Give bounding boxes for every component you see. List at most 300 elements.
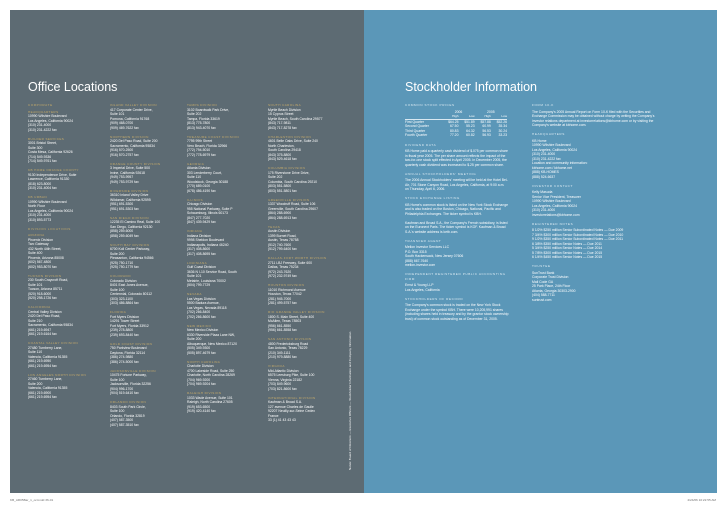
office-address-line: 15 Cyprus Street [268,112,294,116]
info-block [405,272,509,292]
office-name: INTERNATIONAL DIVISION [268,395,316,400]
office-address-line: Woodstock, Georgia 30188 [187,179,229,184]
office-address-line: 230 South Craycroft Road, [28,278,69,282]
office-address-line: (661) 219-6947 [28,327,52,332]
office-address-line: 7795 99th Street [187,139,213,143]
office-address-line: (310) 231-4000 [28,123,52,127]
office-column-1 [28,103,92,404]
page-title-office-locations: Office Locations [28,80,118,94]
office-name: LOS ANGELES NORTH DIVISION [28,372,87,377]
office-address-line: Albuquerque, New Mexico 87120 [187,341,237,346]
stock-price: 33.23 [498,133,507,137]
office-entry [268,256,340,279]
info-text: Ernst & Young LLP Los Angeles, California [405,283,440,292]
office-name: FLORIDA [110,310,127,314]
office-address-line: 955 National Parkway, Suite P [187,206,233,211]
office-address-line: (661) 219-6954 fax [28,363,57,368]
office-address-line: (972) 232-9749 fax [268,274,297,278]
office-entry [110,369,176,396]
office-address-line: 8401 East Jones Avenue, [110,283,149,287]
office-address-line: Fort Myers, Florida 33912 [110,323,149,328]
stock-price-row [405,133,507,138]
office-address-line: Suite 210 [28,318,43,323]
info-heading: STOCKHOLDERS OF RECORD [405,296,464,301]
office-entry [110,310,176,337]
office-address-line: Indianapolis, Indiana 46240 [187,242,229,247]
office-address-line: Centennial, Colorado 80112 [110,292,152,296]
office-entry [187,162,251,194]
office-name: DALLAS-FORT WORTH DIVISION [268,256,327,260]
office-address-line: (310) 893-5773 [28,217,52,222]
office-address-line: Greenville, South Carolina 29607 [268,206,318,211]
info-text: The Company's 2005 Annual Report on Form 10-K filed with the Securities and Exchange Commission may be obtained without charge by writing the Company's investor relations department at investorrelations@kbhome.com or by visiting the Company's website at kbhome.com. [532,109,655,127]
info-heading: ANNUAL STOCKHOLDERS' MEETING [405,171,477,176]
stock-quarter: Second Quarter [405,124,429,128]
stock-price: 60.82 [466,133,475,137]
stock-price: 77.20 [449,133,459,137]
office-entry [268,135,340,162]
info-heading: STOCK EXCHANGE LISTING [405,196,460,200]
office-address-line: 127 avenue Charles de Gaulle [268,404,314,409]
office-address-line: (407) 587-3510 fax [110,422,139,427]
office-address-line: Myrtle Beach Division [268,107,301,112]
info-text: Kelly Masuda Senior Vice President, Treasurer 10990 Wilshire Boulevard Los Angeles, California 90024 (310) 231-4000 investorrelations@kbhome.com [532,190,581,217]
info-text: 8 1/2% $250 million Senior Subordinated Notes — Due 2009 7 3/4% $300 million Senior Subordinated Notes — Due 2010 9 1/2% $350 million Senior Subordinated Notes — Due 2011 6 3/8% $350 million Senior Notes — Due 2011 5 3/4% $250 million Senior Notes — Due 2014 5 7/8% $300 million Senior Notes — Due 2015 6 1/4% $450 million Senior Notes — Due 2015 [532,228,624,259]
office-address-line: Two Gateway [28,242,49,246]
office-entry [187,292,251,319]
office-name: HOUSTON DIVISION [268,283,305,287]
office-address-line: Mid-Atlantic Division [268,368,299,373]
office-address-line: (310) 231-4000 [28,213,52,217]
office-name: KB URBAN [28,195,48,199]
office-address-line: 10990 Wilshire Boulevard [28,199,67,204]
office-address-line: (661) 219-6900 [28,390,52,395]
office-address-line: Suite 202 [187,112,202,116]
office-address-line: (972) 243-7620 [268,269,292,274]
office-name: ARIZONA [28,233,45,237]
office-address-line: Suite 100 [110,377,125,382]
office-address-line: (512) 740-7600 [268,242,292,247]
office-address-line: Pleasanton, California 94566 [110,256,154,260]
info-heading: REGISTERED NOTES [532,221,574,226]
office-address-line: 6700 Koll Center Parkway, [110,247,150,251]
info-text: KB Home paid a quarterly cash dividend of $.075 per common share in fiscal year 2005. The per share amount reflects the impact of the two-for-one stock split effected in April 2005. In December 2005, the quarterly cash dividend was increased to $.25 per common share. [405,149,508,167]
office-address-line: 10475 Fortune Parkway, [110,373,147,377]
stock-price: 60.99 [482,124,491,128]
office-entry [268,337,340,360]
office-address-line: (925) 750-1779 fax [110,265,139,269]
office-address-line: Daytona, Florida 32114 [110,350,145,355]
office-address-line: (281) 499-5757 fax [268,301,297,305]
stockholder-info-blocks [405,143,509,322]
info-text: KB Home's common stock is listed on the New York Stock Exchange and is also traded on the Boston, Chicago, National, Pacific and Philadelphia Exchanges. The ticker symbol is KBH. [405,202,508,216]
office-entry [28,168,92,191]
office-address-line: (310) 231-4222 fax [28,127,57,132]
office-address-line: Suite 110 [28,350,43,354]
office-address-line: 5500 Badura Avenue, [187,301,220,305]
office-address-line: (919) 420-4140 fax [187,409,216,413]
stock-price: 55.23 [466,124,475,128]
office-entry [110,400,176,427]
stockholder-information-panel [364,10,717,493]
office-address-line: Austin, Texas 78758 [268,238,299,242]
office-address-line: Suite 200 [187,337,202,341]
office-entry [187,229,251,256]
office-address-line: Los Angeles, California 90024 [28,208,74,213]
stock-quarter: Fourth Quarter [405,133,428,137]
office-address-line: 36310 Inland Valley Drive [110,193,149,197]
office-address-line: Vienna, Virginia 22182 [268,377,302,382]
office-address-line: (512) 799-6400 fax [268,247,297,251]
info-text: Kaufman and Broad S.A., the Company's French subsidiary, is listed on the Euronext Paris. The ticker symbol is KOF. Kaufman & Broad S.A.'s website address is ketb.com. [405,220,508,234]
office-address-line: (847) 277-7020 [187,215,211,220]
office-address-line: (303) 486-8864 fax [110,301,139,305]
office-name: NEVADA [187,292,202,296]
office-address-line: (951) 691-5303 fax [110,206,139,211]
office-address-line: (772) 778-6979 fax [187,152,216,157]
office-entry [268,198,340,221]
office-address-line: (702) 266-8600 fax [187,314,216,319]
stock-column-header: Low [491,114,507,119]
info-heading: HEADQUARTERS [532,132,565,136]
office-address-line: (909) 468-0700 [110,121,134,125]
office-column-4 [268,103,340,427]
office-name: CALIFORNIA [28,305,51,309]
office-address-line: Sacramento, California 95834 [28,323,73,327]
office-address-line: (949) 753-9729 fax [110,179,139,184]
office-address-line: (505) 897-4679 fax [187,350,216,355]
office-address-line: (843) 529-4618 fax [268,157,297,161]
office-entry [28,274,92,301]
office-address-line: Pomona, California 91768 [110,116,150,121]
office-address-line: 432 North 44th Street, [28,246,62,251]
office-name: ORANGE COUNTY DIVISION [110,161,161,166]
office-address-line: Columbia, South Carolina 29210 [268,179,318,184]
info-block [405,196,509,216]
office-address-line: 417 Corporate Center Drive, [110,107,153,112]
office-column-3 [187,103,251,418]
office-address-line: (803) 551-5801 fax [268,188,297,193]
office-address-line: (704) 969-9200 [187,377,211,382]
office-entry [110,243,176,270]
office-address-line: (858) 259-6000 [110,229,134,233]
office-entry [28,137,92,164]
office-address-line: 3001 Bristol Street, [28,141,57,145]
office-name: NEW MEXICO [187,323,212,328]
office-address-line: (661) 219-6950 [28,359,52,363]
section-heading: DIVISION LOCATIONS [28,226,71,231]
office-address-line: (505) 349-9300 [187,346,211,350]
office-address-line: (661) 219-6164 fax [28,332,57,336]
section-heading: CORPORATE [28,103,53,107]
office-name: TEXAS [268,224,281,229]
office-address-line: Colorado Division [110,278,137,283]
info-heading: FORM 10-K [532,103,554,107]
office-address-line: (281) 945-7000 [268,296,292,301]
office-entry [110,103,176,130]
office-entry [268,396,340,423]
office-address-line: Atlanta Division [187,166,211,170]
office-name: COASTAL VALLEY DIVISION [28,341,79,345]
office-address-line: Metairie, Louisiana 70002 [187,278,226,283]
office-address-line: (949) 753-9957 [110,175,134,179]
office-name: RIO GRANDE VALLEY DIVISION [268,310,325,314]
office-address-line: 12235 El Camino Real, Suite 100 [110,220,161,224]
office-entry [268,166,340,193]
stock-price: $52.26 [496,119,507,124]
stock-price: $57.88 [480,119,491,124]
office-entry [28,341,92,368]
office-address-line: (956) 661-8558 fax [268,328,297,332]
stock-column-header: High [475,114,491,119]
office-address-line: 2420 Del Paso Road, Suite 200 [110,139,158,143]
info-block [532,222,656,260]
office-address-line: (703) 821-8600 fax [268,386,297,391]
office-address-line: (704) 969-9204 fax [187,382,216,386]
office-address-line: Lawrence, California 91330 [28,177,70,181]
office-address-line: (904) 996-1700 [110,386,134,391]
info-heading: DIVIDEND DATA [405,142,437,147]
office-name: RALEIGH DIVISION [187,391,222,395]
office-address-line: 9998 Sheldon Boulevard [187,238,225,242]
stock-column-header: High [442,114,458,119]
office-address-line: (909) 469-7622 fax [110,125,139,130]
info-heading: INVESTOR CONTACT [532,183,573,188]
office-address-line: (520) 918-6000 [28,291,52,296]
office-address-line: (602) 953-8070 fax [28,264,57,269]
office-address-line: Wildomar, California 92595 [110,197,151,202]
office-address-line: Los Angeles, California 90024 [28,118,74,123]
info-heading: TRUSTEE [532,264,551,268]
office-locations-panel [10,10,364,493]
office-address-line: (843) 717-9811 [268,121,291,125]
office-name: LOUISIANA [187,260,208,265]
info-text: Mellon Investor Services LLC P.O. Box 3315 South Hackensack, New Jersey 07606 (888) 667-7640 mellon-investor.com [405,245,464,267]
office-address-line: (847) 439-9429 fax [187,220,216,224]
office-name: SAN DIEGO DIVISION [110,215,149,220]
office-address-line: (843) 717-8278 fax [268,125,297,130]
office-address-line: Charlotte Division [187,364,214,368]
office-entry [187,324,251,356]
office-name: GREENVILLE DIVISION [268,197,310,202]
office-address-line: Tucson, Arizona 85711 [28,287,63,291]
office-address-line: Dallas, Texas 75234 [268,265,299,269]
office-address-line: 4800 Fredericksburg Road [268,341,309,346]
office-address-line: 9130 Independence Drive, Suite [28,172,77,177]
office-entry [268,103,340,130]
office-address-line: 750 Parkview Boulevard [110,346,147,350]
print-slug-right: 2/24/06 10:22:55 AM [687,498,716,502]
office-entry [187,360,251,387]
info-block [532,103,656,128]
stock-price-table [405,110,507,138]
office-entry [110,189,176,212]
office-address-line: (317) 408-8600 [187,247,211,251]
office-address-line: Kaufman & Broad S.A. [268,400,303,404]
office-entry [110,135,176,158]
info-block [532,264,656,302]
info-block [532,132,656,179]
office-entry [110,274,176,306]
office-address-line: Austin Division [268,229,291,233]
stockholder-column-1 [405,103,509,326]
office-address-line: 3102 Boardwalk Park Drive, [187,107,230,112]
office-entry [110,342,176,365]
stock-year: 2006 [454,109,463,114]
office-address-line: 11010 Richmond Avenue [268,287,306,292]
office-address-line: 92207 Neuilly-sur-Seine Cedex [268,409,315,413]
office-address-line: 14291 Tower Street [110,319,140,323]
print-slug-left: KB_AR05Bar_1_oct.indd 36-01 [10,498,54,502]
office-address-line: 6330 Riverside Plaza Lane NW, [187,332,235,337]
office-address-line: San Diego, California 92130 [110,224,153,229]
office-address-line: Suite 101 [28,282,43,287]
office-address-line: (602) 567-4800 [28,260,52,264]
office-column-2 [110,103,176,432]
info-block [405,143,509,168]
office-address-line: Suite 200 [28,381,43,386]
office-name: COLORADO [110,274,131,278]
stock-price: 56.93 [482,133,491,137]
office-name: ILLINOIS [187,197,203,202]
vertical-section-tab: Notes: Board of Directors — Executive Officers — Stockholder Information and Company Information [348,331,352,470]
office-address-line: Phoenix, Arizona 85008 [28,255,64,260]
office-address-line: 10990 Wilshire Boulevard [28,114,67,118]
office-address-line: (210) 349-1111 [268,350,291,355]
office-address-line: 6575 Leesburg Pike, Suite 100 [268,373,315,377]
office-address-line: (504) 799-7729 [187,283,211,287]
office-address-line: 4601 Belle Oaks Drive, Suite 240 [268,139,318,143]
stock-quarter: Third Quarter [405,128,426,133]
office-entry [187,198,251,225]
office-address-line: 33 (1) 41 43 43 43 [268,418,296,422]
office-address-line: 1033 Wade Avenue, Suite 101 [187,395,233,400]
info-text: The Company's common stock is traded on the New York Stock Exchange under the symbol KBH. There were 10,205,991 shares (including shares held in treasury and by the grantor stock ownership trust) of common stock outstanding as of December 31, 2005. [405,303,509,321]
office-address-line: McAllen, Texas 78503 [268,319,302,323]
office-address-line: (661) 219-6954 fax [28,395,57,399]
office-address-line: (843) 375-8800 [268,152,292,157]
office-address-line: Las Vegas Division [187,296,216,301]
office-address-line: 27480 Turnberry Lane, [28,345,63,350]
office-name: NORTHERN DIVISION [110,134,149,139]
stock-price: 35.34 [498,124,507,128]
document-spread [10,10,717,493]
office-address-line: San Antonio, Texas 78229 [268,346,308,350]
office-entry [28,110,92,133]
office-address-line: (772) 794-5010 [187,148,211,152]
stock-price: 80.83 [449,128,459,133]
office-address-line: Orlando, Florida 32819 [110,413,145,418]
office-entry [28,233,92,269]
office-name: HEADQUARTERS [28,109,59,114]
office-name: INLAND VALLEY DIVISION [110,103,157,107]
office-address-line: (702) 266-8400 [187,310,211,314]
office-address-line: (239) 278-8800 [110,328,134,332]
office-address-line: Costa Mesa, California 92626 [28,150,73,154]
office-address-line: Jacksonville, Florida 32256 [110,382,151,386]
page-title-stockholder-information: Stockholder Information [405,80,538,94]
office-address-line: (210) 979-8880 fax [268,355,297,359]
office-address-line: 1399 Burnet Road, [268,233,297,238]
office-name: KB HOME ORANGE COUNTY [28,168,79,172]
office-entry [187,135,251,158]
office-address-line: (703) 849-9600 [268,382,292,386]
office-name: CHARLESTON DIVISION [268,134,312,139]
stock-price: 30.24 [498,128,507,133]
office-entry [28,305,92,337]
office-name: GOLD COAST DIVISION [110,341,153,346]
office-address-line: 1337 Woodruff Road, Suite 106 [268,202,316,206]
office-name: TAMPA DIVISION [187,103,218,107]
office-address-line: 2420 Del Paso Road, [28,314,61,318]
office-address-line: Suite 300 [28,145,43,150]
info-block [405,297,509,322]
info-text: KB Home 10990 Wilshire Boulevard Los Angeles, California 90024 (310) 231-4000 (310) 231-4222 fax Location and community information: kbhome.com / kbhome.net (888) KB-HOMES (888) 524-6637 [532,138,588,179]
office-address-line: Myrtle Beach, South Carolina 29577 [268,116,323,121]
office-entry [110,216,176,239]
office-address-line: (818) 623-8000 [28,181,52,186]
office-address-line: (916) 570-2500 [110,148,134,152]
office-name: VIRGINIA [268,364,285,368]
office-address-line: (770) 689-0100 [187,184,211,188]
office-address-line: (813) 775-7800 [187,121,211,125]
office-address-line: (813) 943-4070 fax [187,125,216,130]
office-address-line: North Floor [28,204,45,208]
info-block [405,172,509,192]
stock-price: $51.89 [464,119,475,124]
office-address-line: Valencia, California 91355 [28,386,68,390]
office-address-line: (916) 570-2757 fax [110,152,139,157]
office-address-line: Raleigh, North Carolina 27605 [187,400,233,404]
office-address-line: (858) 259-6049 fax [110,233,139,238]
office-address-line: Suite 101 [110,112,125,116]
stock-price: 56.53 [482,128,491,133]
office-address-line: Indiana Division [187,233,211,238]
office-address-line: Schaumburg, Illinois 60173 [187,211,228,215]
office-address-line: (317) 408-8695 fax [187,251,216,256]
office-name: TUCSON DIVISION [28,273,62,278]
office-address-line: Las Vegas, Nevada 89118 [187,305,227,310]
info-heading: INDEPENDENT REGISTERED PUBLIC ACCOUNTING FIRM [405,272,506,281]
office-address-line: Chicago Division [187,202,213,206]
office-address-line: 175 Riverstone Drive Drive, [268,170,310,175]
office-address-line: Suite 200 [110,251,125,256]
office-address-line: Suite 100 [110,409,125,413]
office-address-line: (407) 587-3500 [110,418,134,422]
office-address-line: Houston, Texas 77042 [268,292,302,296]
office-address-line: (239) 693-8440 fax [110,332,139,337]
stock-quarter: First Quarter [405,119,425,124]
stock-year: 2005 [487,109,495,114]
office-address-line: (864) 288-6913 fax [268,215,297,220]
office-name: TREASURE COAST DIVISION [187,134,239,139]
office-entry [187,391,251,414]
info-block [405,239,509,268]
info-block [532,184,656,218]
stock-price: $64.25 [448,119,459,124]
office-address-line: Irvine, California 92618 [110,170,145,175]
office-address-line: North Charleston, [268,143,295,148]
office-address-line: 303 Lenderberry Court, [187,170,223,175]
office-entry [28,195,92,222]
office-address-line: (520) 298-1726 fax [28,296,57,300]
office-name: SOUTH BAY DIVISION [110,242,150,247]
office-address-line: (303) 323-1100 [110,296,133,301]
office-address-line: Suite 101 [187,274,202,278]
info-text: The 2006 Annual Stockholders' meeting will be held at the Hotel Bel-Air, 701 Stone Canyon Road, Los Angeles, California, at 9:00 a.m. on Thursday, April 6, 2006. [405,178,508,191]
office-address-line: 3636 N I-10 Service Road, South [187,269,237,274]
office-address-line: (864) 288-6900 [268,211,292,215]
